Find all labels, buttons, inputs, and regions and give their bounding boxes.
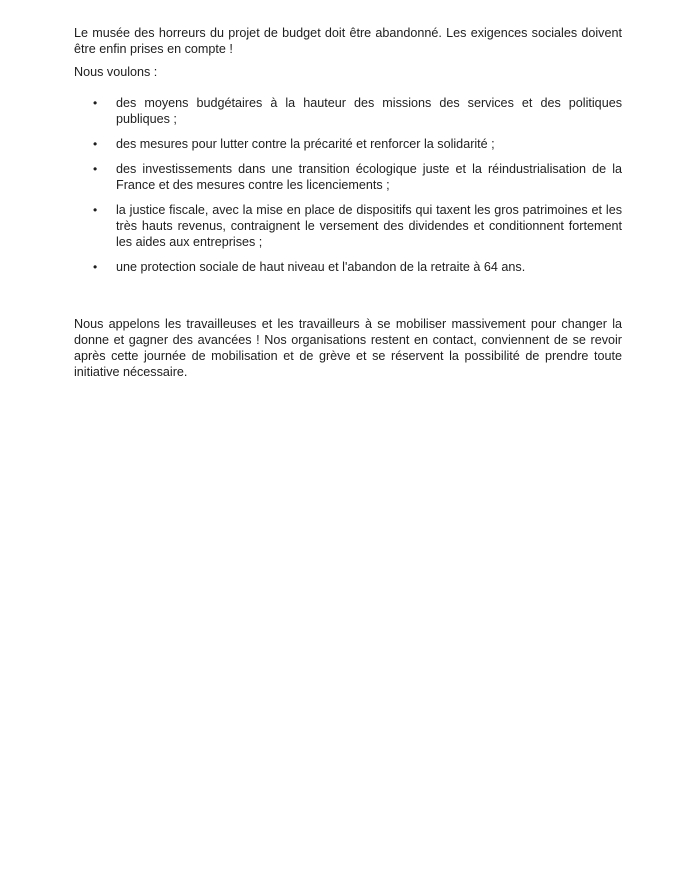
demands-heading: Nous voulons : [74, 65, 158, 79]
list-item [74, 136, 622, 152]
list-item [74, 95, 622, 127]
bullet-icon: • [93, 162, 98, 176]
demands-list [74, 95, 622, 284]
list-item-text: des moyens budgétaires à la hauteur des missions des services et des politiques publiques ; [116, 96, 622, 126]
call-to-action-paragraph: Nous appelons les travailleuses et les travailleurs à se mobiliser massivement pour changer la donne et gagner des avancées ! Nos organisations restent en contact, conviennent de se revoir après cette journée de mobilisation et de grève et se réservent la possibilité de prendre toute initiative nécessaire. [74, 317, 622, 379]
list-item [74, 161, 622, 193]
list-item [74, 202, 622, 250]
list-item-text: une protection sociale de haut niveau et l'abandon de la retraite à 64 ans. [116, 260, 526, 274]
list-item-text: des investissements dans une transition écologique juste et la réindustrialisation de la France et des mesures contre les licenciements ; [116, 162, 622, 192]
list-item [74, 259, 622, 275]
list-item-text: des mesures pour lutter contre la précarité et renforcer la solidarité ; [116, 137, 495, 151]
bullet-icon: • [93, 203, 98, 217]
bullet-icon: • [93, 137, 98, 151]
list-item-text: la justice fiscale, avec la mise en place de dispositifs qui taxent les gros patrimoines et les très hauts revenus, contraignent le versement des dividendes et conditionnent fortement les aides aux entreprises ; [116, 203, 622, 249]
bullet-icon: • [93, 96, 98, 110]
intro-paragraph: Le musée des horreurs du projet de budget doit être abandonné. Les exigences sociales doivent être enfin prises en compte ! [74, 26, 622, 56]
bullet-icon: • [93, 260, 98, 274]
